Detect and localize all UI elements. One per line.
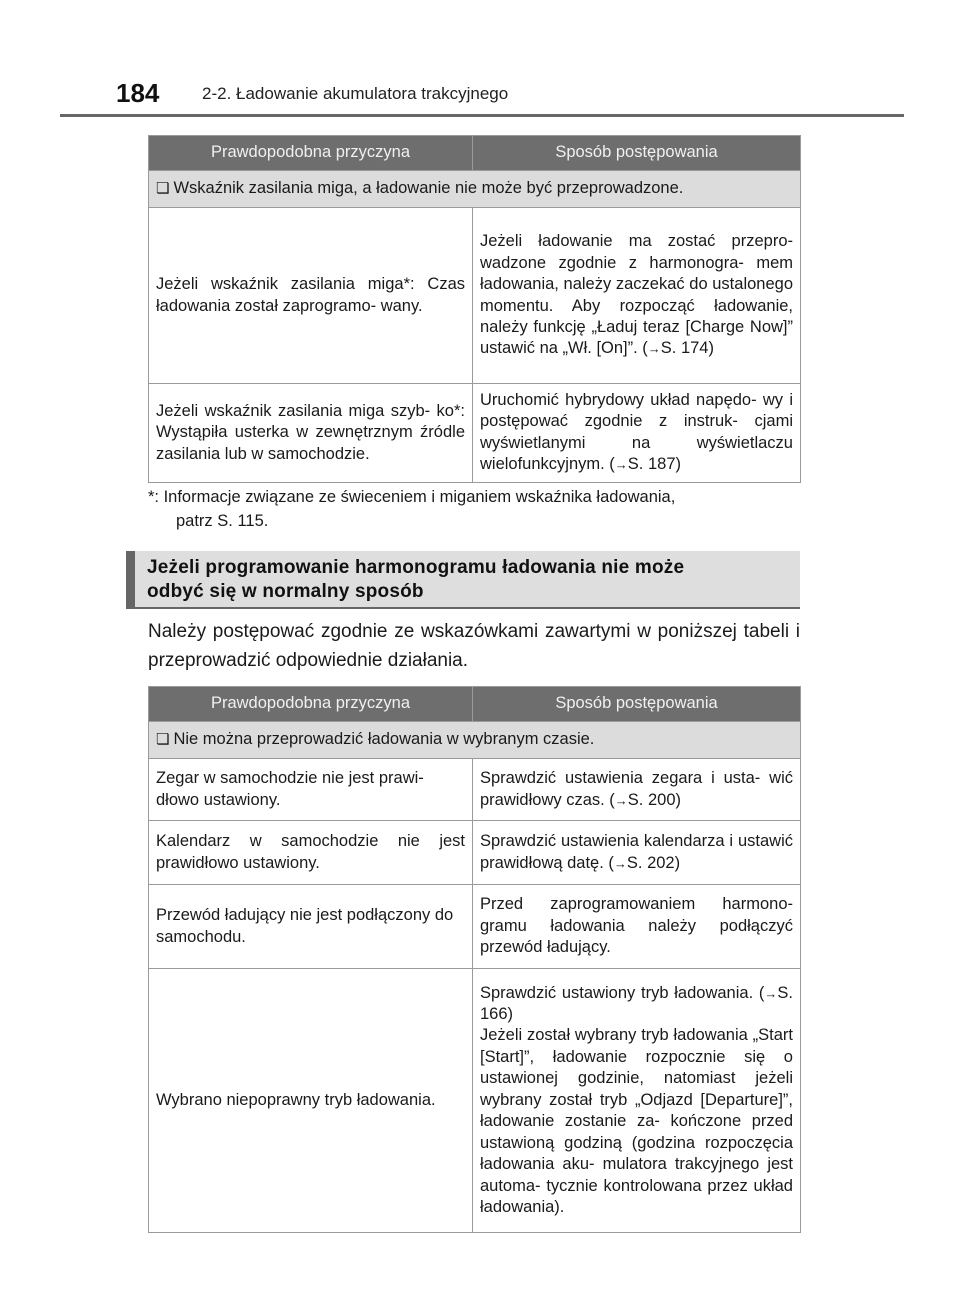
troubleshooting-table-power-indicator [148, 135, 801, 483]
action-text: Jeżeli ładowanie ma zostać przepro- wadzone zgodnie z harmonogra- mem ładowania, należy zaczekać do ustalonego momentu. Aby rozpocząć ładowanie, należy funkcję „Ładuj teraz [Charge Now]” ustawić na „Wł. [On]”. ( [480, 232, 793, 358]
category-row [149, 171, 801, 208]
column-header-cause: Prawdopodobna przyczyna [149, 687, 473, 722]
cause-cell: Kalendarz w samochodzie nie jest prawidłowo ustawiony. [149, 821, 473, 885]
table-row [149, 821, 801, 885]
troubleshooting-table-schedule [148, 686, 801, 1233]
section-heading-underline [126, 607, 800, 609]
right-arrow-icon: → [647, 341, 661, 357]
right-arrow-icon: → [614, 792, 628, 808]
cause-cell: Zegar w samochodzie nie jest prawi- dłowo ustawiony. [149, 759, 473, 821]
page-header [88, 78, 904, 118]
cause-cell: Przewód ładujący nie jest podłączony do samochodu. [149, 885, 473, 969]
footnote-line: *: Informacje związane ze świeceniem i miganiem wskaźnika ładowania, [148, 488, 676, 506]
right-arrow-icon: → [764, 985, 778, 1001]
action-cell [473, 384, 801, 483]
table-row [149, 384, 801, 483]
category-row [149, 722, 801, 759]
footnote-line: patrz S. 115. [176, 511, 269, 530]
table-row [149, 759, 801, 821]
category-label: Wskaźnik zasilania miga, a ładowanie nie może być przeprowadzone. [173, 179, 684, 198]
column-header-action: Sposób postępowania [473, 687, 801, 722]
heading-line: odbyć się w normalny sposób [147, 581, 424, 602]
action-text: Sprawdzić ustawienia zegara i usta- wić prawidłowy czas. ( [480, 769, 793, 809]
cause-cell: Wybrano niepoprawny tryb ładowania. [149, 969, 473, 1233]
column-header-action: Sposób postępowania [473, 136, 801, 171]
table-header-row [149, 136, 801, 171]
action-cell [473, 969, 801, 1233]
section-heading [126, 551, 800, 609]
cause-cell: Jeżeli wskaźnik zasilania miga szyb- ko*: Wystąpiła usterka w zewnętrznym źródle zasilania lub w samochodzie. [149, 384, 473, 483]
action-cell [473, 759, 801, 821]
right-arrow-icon: → [614, 457, 628, 473]
action-text: Jeżeli został wybrany tryb ładowania „Start [Start]”, ładowanie rozpocznie się o ustawionej godzinie, natomiast jeżeli wybrany został tryb „Odjazd [Departure]”, ładowanie zostanie za- kończone przed ustawioną godziną (godzina rozpoczęcia ładowania aku- mulatora trakcyjnego jest automa- tycznie kontrolowana przez układ ładowania). [480, 1026, 793, 1216]
page-number: 184 [116, 78, 160, 108]
action-cell [473, 208, 801, 384]
action-text: Sprawdzić ustawiony tryb ładowania. ( [480, 983, 765, 1002]
column-header-cause: Prawdopodobna przyczyna [149, 136, 473, 171]
action-cell: Przed zaprogramowaniem harmono- gramu ładowania należy podłączyć przewód ładujący. [473, 885, 801, 969]
category-cell [149, 171, 801, 208]
page-reference: S. 187) [627, 455, 681, 474]
page-reference: S. 200) [627, 790, 681, 809]
table-header-row [149, 687, 801, 722]
page-reference: S. 174) [660, 339, 714, 358]
action-cell [473, 821, 801, 885]
footnote [148, 486, 800, 534]
page-reference: S. 166) [480, 983, 793, 1024]
intro-paragraph: Należy postępować zgodnie ze wskazówkami zawartymi w poniższej tabeli i przeprowadzić odpowiednie działania. [148, 621, 800, 671]
section-heading-text [147, 556, 787, 604]
checkbox-icon: ❏ [156, 180, 170, 198]
action-text: Uruchomić hybrydowy układ napędo- wy i postępować zgodnie z instruk- cjami wyświetlanymi na wyświetlaczu wielofunkcyjnym. ( [480, 391, 793, 474]
category-cell [149, 722, 801, 759]
table-row [149, 208, 801, 384]
checkbox-icon: ❏ [156, 731, 170, 749]
heading-line: Jeżeli programowanie harmonogramu ładowania nie może [147, 557, 685, 578]
chapter-title: 2-2. Ładowanie akumulatora trakcyjnego [202, 84, 509, 103]
action-text: Sprawdzić ustawienia kalendarza i ustawić prawidłową datę. ( [480, 832, 793, 872]
table-row [149, 885, 801, 969]
header-divider [60, 114, 904, 117]
page-reference: S. 202) [626, 853, 681, 872]
table-row [149, 969, 801, 1233]
cause-cell: Jeżeli wskaźnik zasilania miga*: Czas ładowania został zaprogramo- wany. [149, 208, 473, 384]
right-arrow-icon: → [613, 855, 627, 871]
category-label: Nie można przeprowadzić ładowania w wybranym czasie. [173, 730, 595, 749]
